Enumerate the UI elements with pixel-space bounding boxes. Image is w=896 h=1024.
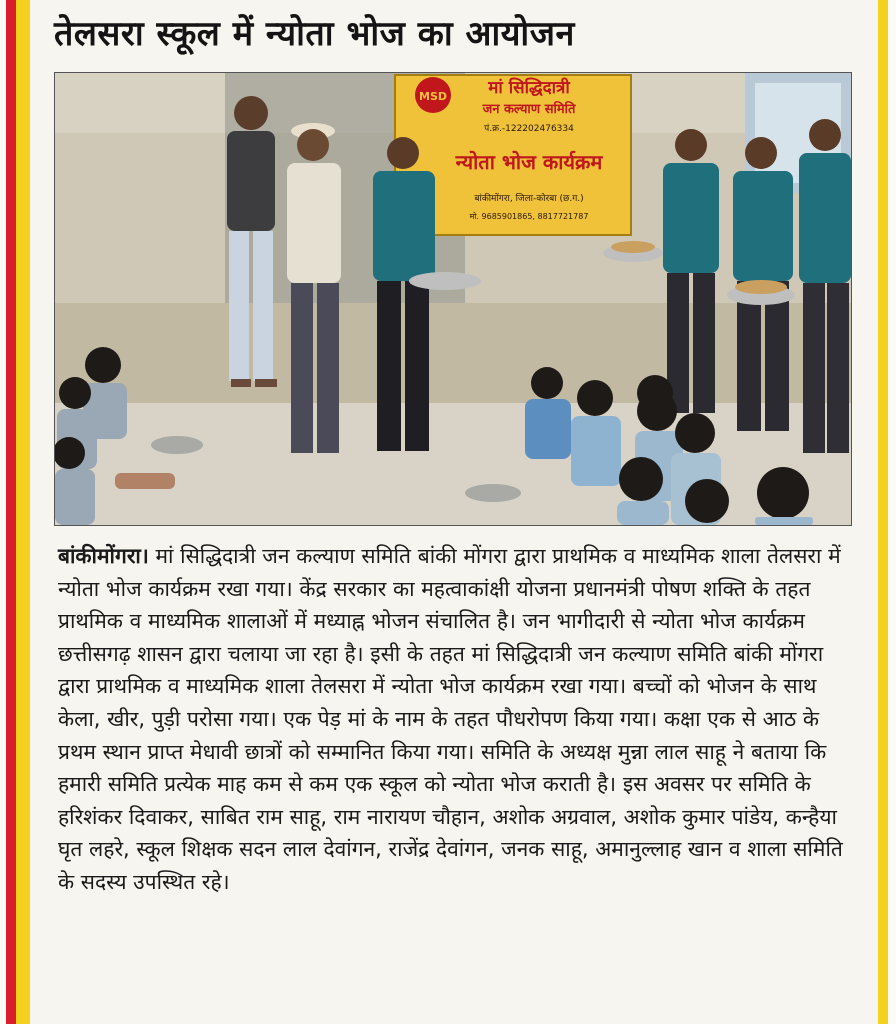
left-yellow-border [16,0,30,1024]
banner-logo: MSD [419,90,447,103]
left-red-border [6,0,16,1024]
headline: तेलसरा स्कूल में न्योता भोज का आयोजन [54,14,575,54]
banner-program: न्योता भोज कार्यक्रम [455,150,603,174]
banner-address: बांकीमोंगरा, जिला-कोरबा (छ.ग.) [474,194,584,204]
dateline: बांकीमोंगरा। [58,544,149,568]
person-adult [727,137,795,431]
right-yellow-border [878,0,888,1024]
banner-title: मां सिद्धिदात्री [488,78,570,98]
banner-subtitle: जन कल्याण समिति [482,102,576,117]
article-text: मां सिद्धिदात्री जन कल्याण समिति बांकी मोंगरा द्वारा प्राथमिक व माध्यमिक शाला तेलसरा में न्योता भोज कार्यक्रम रखा गया। केंद्र सरकार का महत्वाकांक्षी योजना प्रधानमंत्री पोषण शक्ति के तहत प्राथमिक व माध्यमिक शालाओं में मध्याह्न भोजन संचालित है। जन भागीदारी से न्योता भोज कार्यक्रम छत्तीसगढ़ शासन द्वारा चलाया जा रहा है। इसी के तहत मां सिद्धिदात्री जन कल्याण समिति बांकी मोंगरा द्वारा प्राथमिक व माध्यमिक शाला तेलसरा में न्योता भोज कार्यक्रम रखा गया। बच्चों को भोजन के साथ केला, खीर, पुड़ी परोसा गया। एक पेड़ मां के नाम के तहत पौधरोपण किया गया। कक्षा एक से आठ के प्रथम स्थान प्राप्त मेधावी छात्रों को सम्मानित किया गया। समिति के अध्यक्ष मुन्ना लाल साहू ने बताया कि हमारी समिति प्रत्येक माह कम से कम एक स्कूल को न्योता भोज कराती है। इस अवसर पर समिति के हरिशंकर दिवाकर, साबित राम साहू, राम नारायण चौहान, अशोक अग्रवाल, अशोक कुमार पांडेय, कन्हैया घृत लहरे, स्कूल शिक्षक सदन लाल देवांगन, राजेंद्र देवांगन, जनक साहू, अमानुल्लाह खान व शाला समिति के सदस्य उपस्थित रहे। [58,544,843,894]
article-body [58,540,848,899]
person-adult [799,119,851,453]
banner-reg-no: पं.क्र.-122202476334 [484,124,574,134]
event-photo [54,72,852,526]
newspaper-clipping [30,0,878,1024]
banner-phone: मो. 9685901865, 8817721787 [469,212,589,221]
